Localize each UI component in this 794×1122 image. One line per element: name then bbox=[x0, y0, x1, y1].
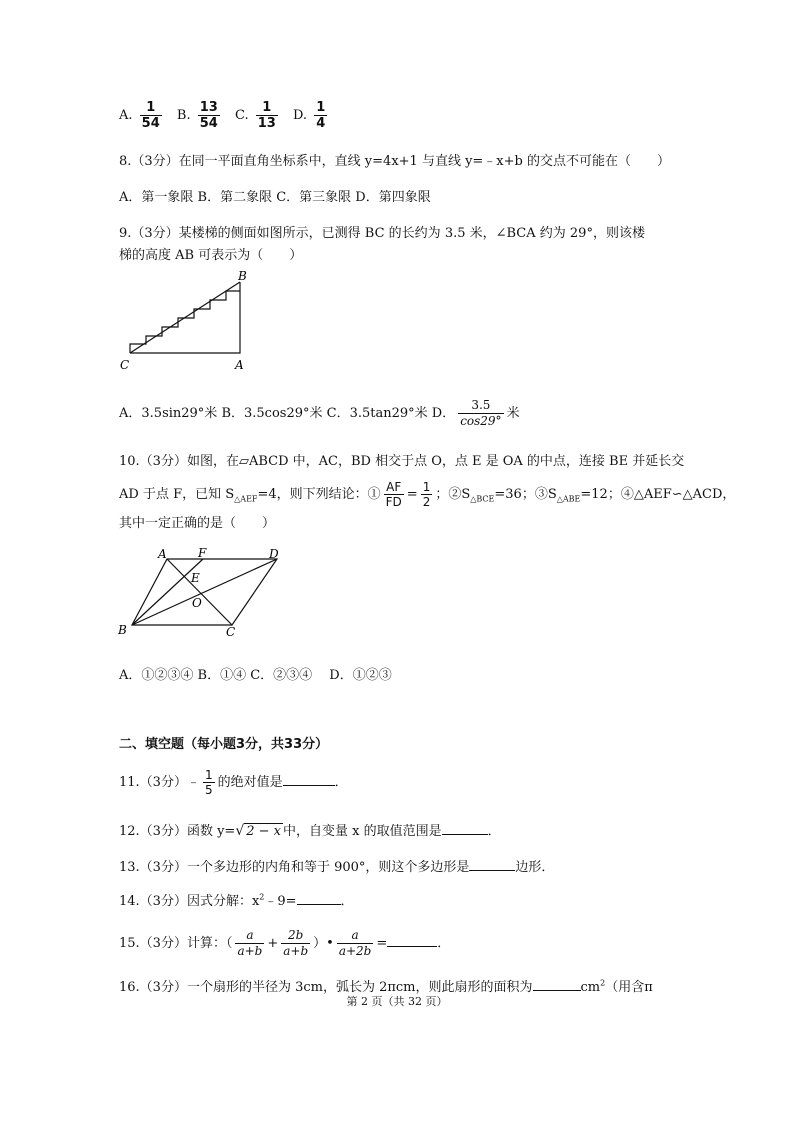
answer-blank[interactable] bbox=[283, 773, 335, 786]
q12 bbox=[119, 820, 501, 839]
label-f: F bbox=[198, 546, 207, 560]
page-footer: 第 2 页（共 32 页） bbox=[346, 995, 448, 1008]
q8-stem: 8.（3分）在同一平面直角坐标系中，直线 y=4x+1 与直线 y=﹣x+b 的交点不可能在（ ） bbox=[119, 154, 670, 169]
q7-options bbox=[119, 100, 330, 131]
text: ． bbox=[487, 824, 501, 839]
q11 bbox=[119, 768, 348, 797]
square-root bbox=[235, 823, 283, 839]
text: ；②S bbox=[435, 487, 471, 502]
q10-stem-line3: 其中一定正确的是（ ） bbox=[119, 516, 276, 531]
staircase-figure bbox=[110, 268, 260, 378]
fraction-denominator: 54 bbox=[141, 116, 160, 131]
parallelogram-figure bbox=[112, 545, 312, 645]
q9-options bbox=[119, 398, 520, 429]
fraction-numerator: 2b bbox=[288, 928, 304, 942]
option-label: D. bbox=[292, 108, 308, 123]
fraction-denominator: 54 bbox=[199, 116, 218, 131]
fraction-denominator: FD bbox=[385, 495, 402, 509]
option-label: B. bbox=[176, 108, 191, 123]
text: 12.（3分）函数 y= bbox=[119, 824, 236, 839]
subscript: △ABE bbox=[556, 494, 581, 504]
text: 16.（3分）一个扇形的半径为 3cm，弧长为 2πcm，则此扇形的面积为 bbox=[119, 980, 533, 995]
label-c: C bbox=[120, 358, 130, 372]
fraction-denominator: 2 bbox=[422, 495, 431, 509]
text: 边形． bbox=[515, 860, 555, 875]
fraction-denominator: 5 bbox=[204, 783, 213, 797]
text: （用含π bbox=[605, 980, 653, 995]
plus: + bbox=[267, 936, 279, 951]
fraction bbox=[203, 768, 215, 797]
radical-sign-icon: √ bbox=[235, 823, 245, 839]
label-a: A bbox=[158, 547, 167, 561]
text: ． bbox=[437, 936, 451, 951]
equals: = bbox=[376, 936, 388, 951]
fraction-af-fd bbox=[384, 480, 404, 509]
fraction bbox=[256, 100, 278, 131]
fraction bbox=[458, 398, 503, 429]
subscript: △AEF bbox=[234, 494, 258, 504]
q10-options: A．①②③④ B．①④ C．②③④ D．①②③ bbox=[119, 668, 392, 683]
q7-option-a bbox=[119, 100, 169, 131]
text: =4，则下列结论：① bbox=[257, 487, 381, 502]
fraction bbox=[314, 100, 327, 131]
answer-blank[interactable] bbox=[469, 858, 515, 871]
text: 14.（3分）因式分解：x bbox=[119, 894, 260, 909]
label-e: E bbox=[191, 571, 200, 585]
q7-option-d bbox=[292, 100, 330, 131]
fraction-denominator: a+2b bbox=[338, 944, 372, 958]
radicand: 2 − x bbox=[246, 824, 282, 839]
q8-options: A．第一象限 B．第二象限 C．第三象限 D．第四象限 bbox=[119, 190, 431, 205]
text: 的绝对值是 bbox=[217, 775, 283, 790]
subscript: △BCE bbox=[470, 494, 495, 504]
label-b: B bbox=[238, 269, 247, 283]
q9-stem-line2: 梯的高度 AB 可表示为（ ） bbox=[119, 248, 303, 263]
answer-blank[interactable] bbox=[442, 822, 488, 835]
text: 15.（3分）计算：（ bbox=[119, 936, 233, 951]
segment-bf bbox=[132, 559, 203, 625]
q10-stem-line2 bbox=[119, 480, 735, 509]
fraction-numerator: AF bbox=[386, 480, 402, 494]
q10-stem-line1: 10.（3分）如图，在▱ABCD 中，AC，BD 相交于点 O，点 E 是 OA 的中点，连接 BE 并延长交 bbox=[119, 454, 685, 469]
fraction-numerator: 13 bbox=[199, 100, 218, 115]
fraction-denominator: a+b bbox=[283, 944, 309, 958]
fraction bbox=[235, 928, 264, 959]
q9-unit: 米 bbox=[506, 406, 520, 421]
diagonal-bd bbox=[132, 559, 277, 625]
superscript: 2 bbox=[259, 892, 265, 902]
fraction-denominator: cos29° bbox=[460, 414, 502, 428]
label-a: A bbox=[235, 358, 244, 372]
fraction-denominator: 4 bbox=[316, 116, 326, 131]
section-title: 二、填空题（每小题3分，共33分） bbox=[119, 737, 329, 752]
equals: = bbox=[406, 487, 418, 502]
fraction-one-half bbox=[421, 480, 433, 509]
fraction-numerator: a bbox=[246, 928, 254, 942]
text: ． bbox=[340, 894, 354, 909]
option-label: C. bbox=[234, 108, 249, 123]
text: 中，自变量 x 的取值范围是 bbox=[283, 824, 442, 839]
slope-line-bc bbox=[130, 282, 240, 353]
q7-option-b bbox=[176, 100, 227, 131]
fraction-numerator: 1 bbox=[422, 480, 431, 494]
fraction-numerator: 1 bbox=[262, 100, 272, 115]
fraction-denominator: 13 bbox=[257, 116, 276, 131]
fraction bbox=[337, 928, 374, 959]
label-b: B bbox=[118, 623, 127, 637]
text: 11.（3分）﹣ bbox=[119, 775, 200, 790]
text: =12；④△AEF∽△ACD， bbox=[580, 487, 736, 502]
answer-blank[interactable] bbox=[387, 934, 437, 947]
text: cm bbox=[580, 980, 601, 995]
label-c: C bbox=[226, 625, 236, 639]
q13 bbox=[119, 856, 554, 875]
text: 13.（3分）一个多边形的内角和等于 900°，则这个多边形是 bbox=[119, 860, 470, 875]
superscript: 2 bbox=[600, 978, 606, 988]
q9-options-text: A．3.5sin29°米 B．3.5cos29°米 C．3.5tan29°米 D． bbox=[119, 406, 456, 421]
q9-stem-line1: 9.（3分）某楼梯的侧面如图所示，已测得 BC 的长约为 3.5 米，∠BCA 约为 29°，则该楼 bbox=[119, 226, 645, 241]
text: ． bbox=[334, 775, 348, 790]
text: ）• bbox=[313, 936, 334, 951]
fraction-numerator: 1 bbox=[146, 100, 156, 115]
fraction bbox=[281, 928, 310, 959]
fraction bbox=[140, 100, 162, 131]
option-label: A. bbox=[119, 108, 133, 123]
fraction bbox=[198, 100, 220, 131]
q15 bbox=[119, 928, 450, 959]
q7-option-c bbox=[234, 100, 285, 131]
fraction-numerator: a bbox=[351, 928, 359, 942]
label-o: O bbox=[192, 596, 202, 610]
fraction-numerator: 1 bbox=[204, 768, 213, 782]
fraction-numerator: 3.5 bbox=[471, 398, 491, 412]
fraction-numerator: 1 bbox=[316, 100, 326, 115]
answer-blank[interactable] bbox=[297, 892, 341, 905]
label-d: D bbox=[269, 547, 279, 561]
text: =36；③S bbox=[494, 487, 557, 502]
text: ﹣9= bbox=[264, 894, 297, 909]
text: AD 于点 F，已知 S bbox=[119, 487, 235, 502]
diagonal-ac bbox=[167, 559, 232, 625]
fraction-denominator: a+b bbox=[237, 944, 263, 958]
answer-blank[interactable] bbox=[533, 978, 581, 991]
q14 bbox=[119, 890, 354, 909]
